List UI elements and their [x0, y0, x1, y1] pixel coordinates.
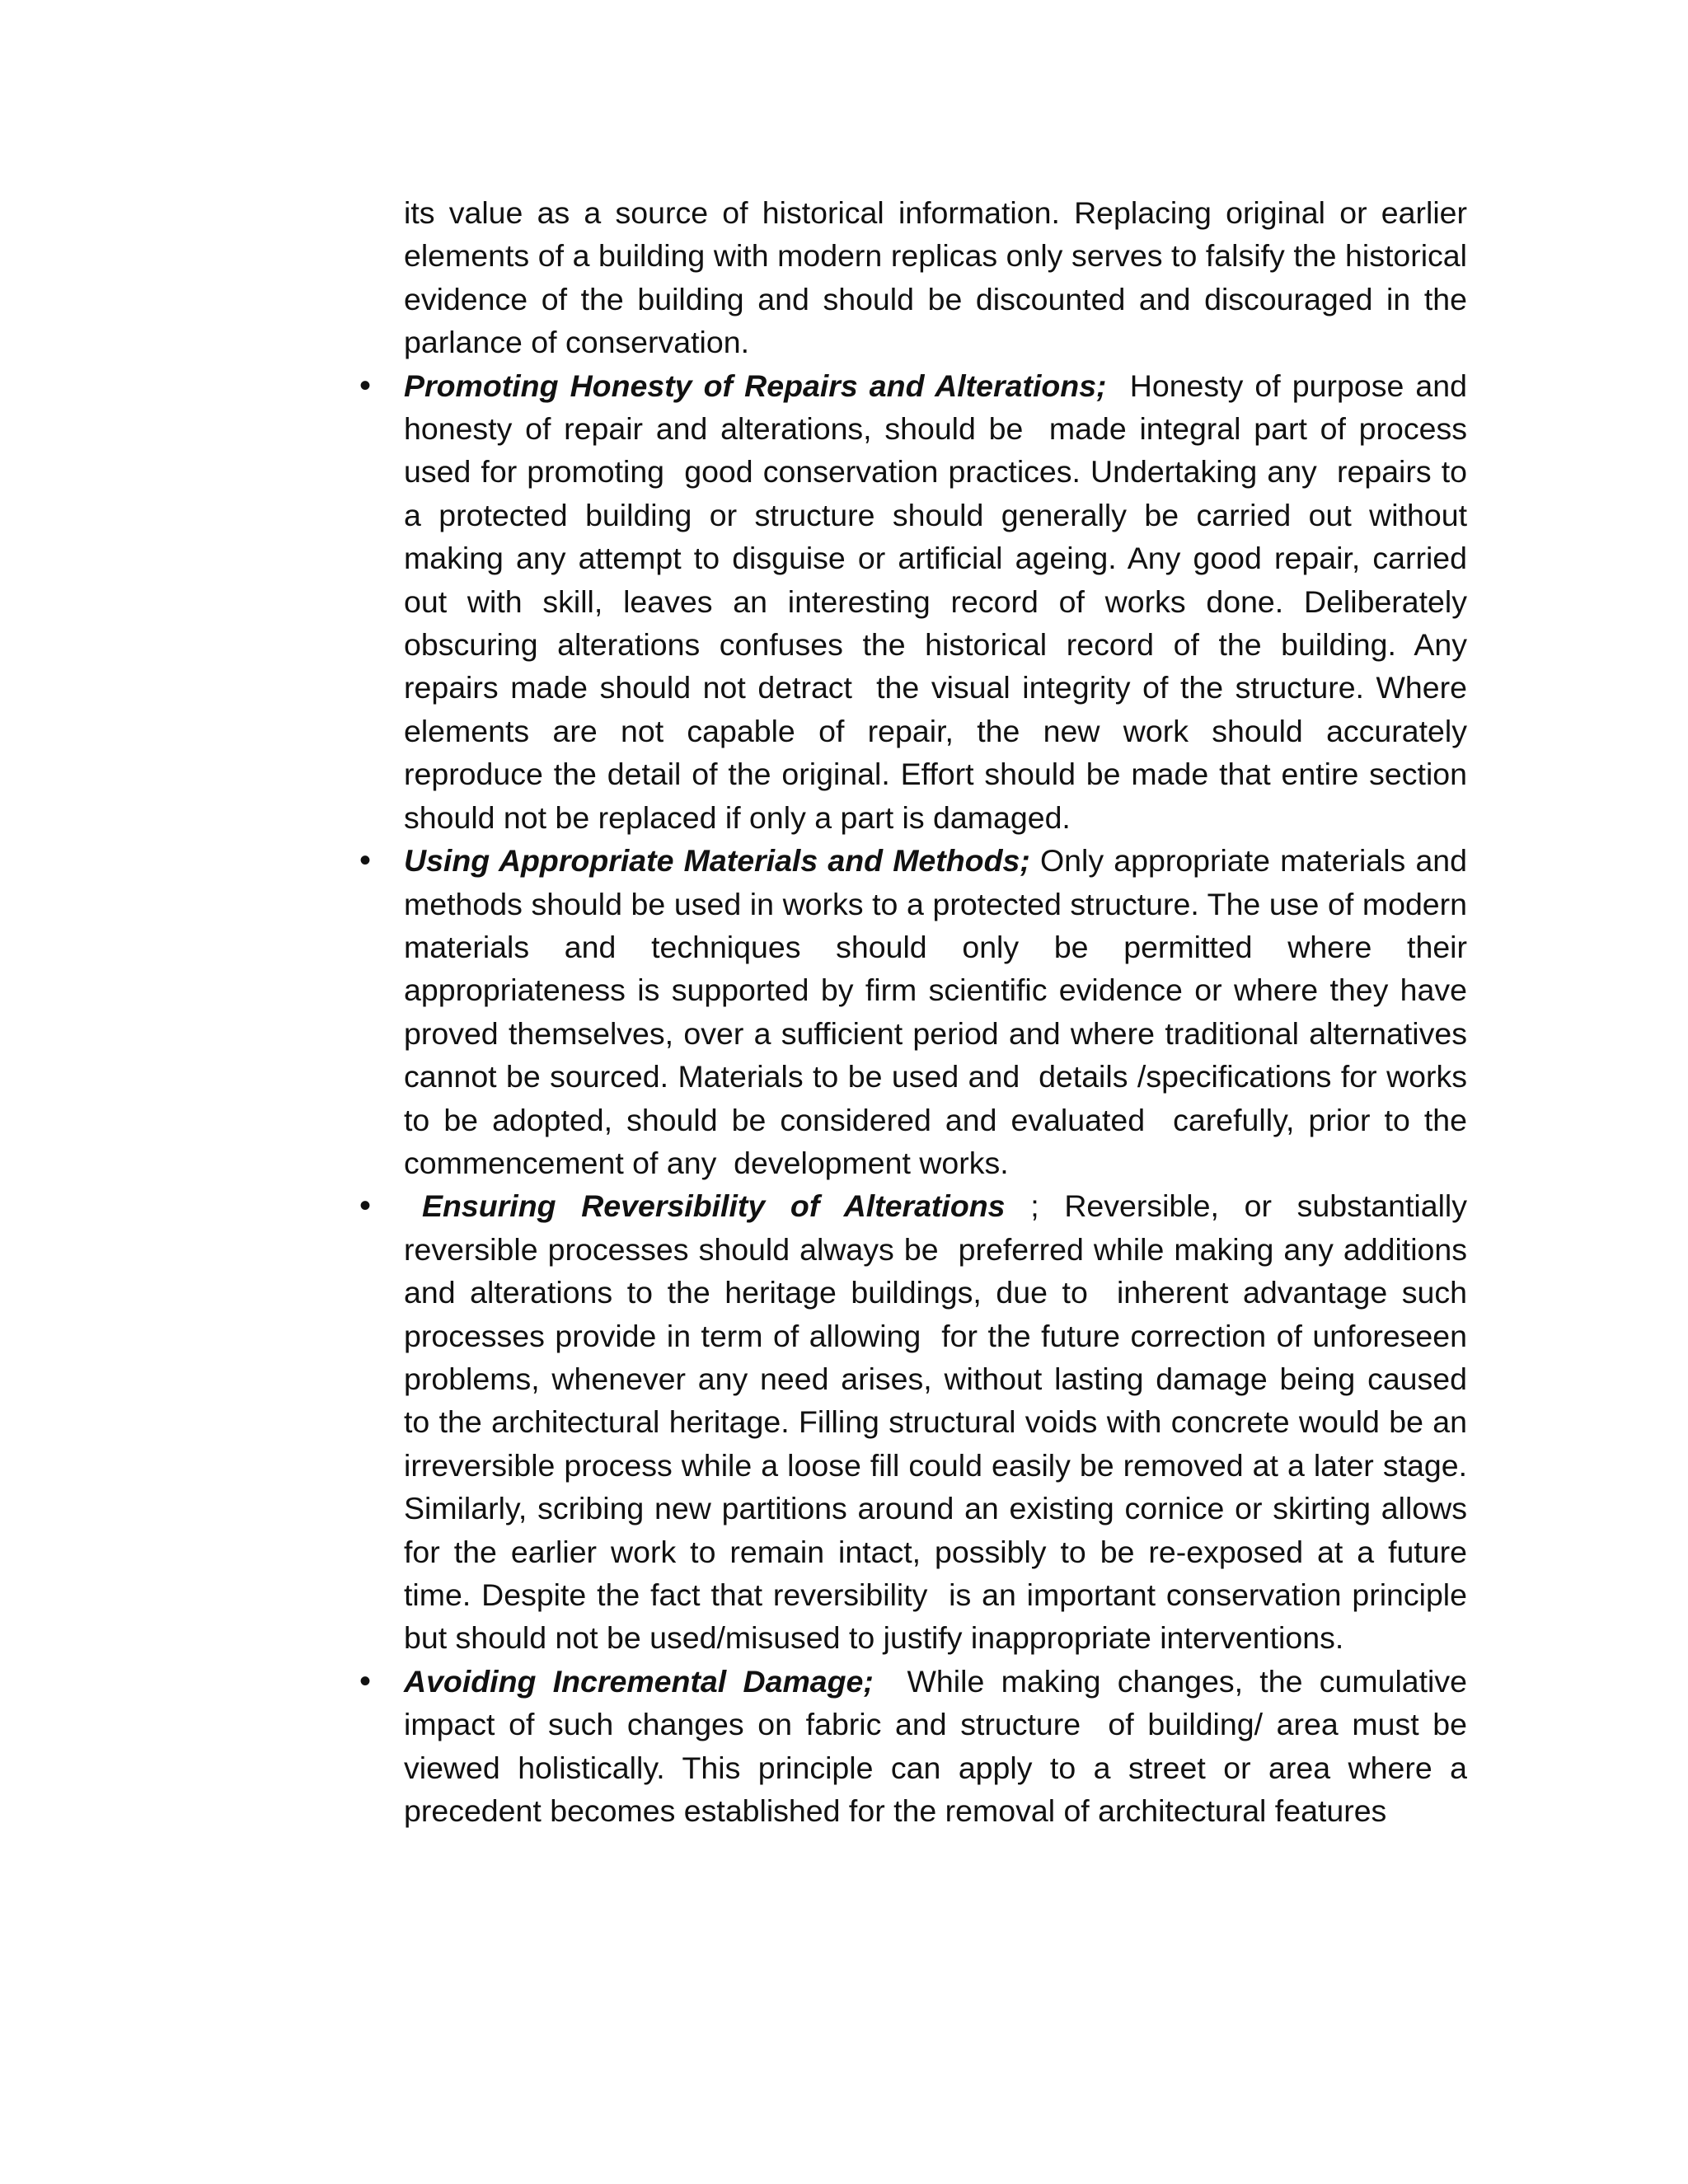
- list-item-heading: Ensuring Reversibility of Alterations: [422, 1188, 1006, 1224]
- bullet-icon: •: [359, 1188, 371, 1225]
- bullet-icon: •: [359, 1662, 371, 1699]
- list-item-reversibility: [359, 1184, 1476, 1659]
- list-item-honesty-of-repairs: [359, 364, 1484, 839]
- bullet-icon: •: [359, 367, 371, 404]
- list-item-incremental-damage: [359, 1660, 1476, 1833]
- list-item-heading: Avoiding Incremental Damage;: [404, 1663, 874, 1699]
- list-item-appropriate-materials: [359, 839, 1476, 1184]
- list-item-body: While making changes, the cumulative impact of such changes on fabric and structure of building/ area must be viewed holistically. This principle can apply to a street or area where a precedent becomes established for the removal of architectural features: [404, 1663, 1476, 1829]
- document-body: [359, 191, 1484, 1832]
- list-item-body: Only appropriate materials and methods should be used in works to a protected structure. The use of modern materials and techniques should only be permitted where their appropriateness is supported by firm scientific evidence or where they have proved themselves, over a sufficient period and where traditional alternatives cannot be sourced. Materials to be used and details /specifications for works to be adopted, should be considered and evaluated carefully, prior to the commencement of any development works.: [404, 843, 1476, 1180]
- list-item-body: Honesty of purpose and honesty of repair and alterations, should be made integral part of process used for promoting good conservation practices. Undertaking any repairs to a protected building or structure should generally be carried out without making any attempt to disguise or artificial ageing. Any good repair, carried out with skill, leaves an interesting record of works done. Deliberately obscuring alterations confuses the historical record of the building. Any repairs made should not detract the visual integrity of the structure. Where elements are not capable of repair, the new work should accurately reproduce the detail of the original. Effort should be made that entire section should not be replaced if only a part is damaged.: [404, 368, 1484, 835]
- bullet-icon: •: [359, 842, 371, 879]
- list-item-heading: Promoting Honesty of Repairs and Alterations;: [404, 368, 1107, 403]
- list-item-body: ; Reversible, or substantially reversible processes should always be preferred while making any additions and alterations to the heritage buildings, due to inherent advantage such processes provide in term of allowing for the future correction of unforeseen problems, whenever any need arises, without lasting damage being caused to the architectural heritage. Filling structural voids with concrete would be an irreversible process while a loose fill could easily be removed at a later stage. Similarly, scribing new partitions around an existing cornice or skirting allows for the earlier work to remain intact, possibly to be re-exposed at a future time. Despite the fact that reversibility is an important conservation principle but should not be used/misused to justify inappropriate interventions.: [404, 1188, 1476, 1656]
- intro-paragraph: its value as a source of historical information. Replacing original or earlier elements of a building with modern replicas only serves to falsify the historical evidence of the building and should be discounted and discouraged in the parlance of conservation.: [404, 195, 1467, 360]
- list-item-heading: Using Appropriate Materials and Methods;: [404, 843, 1030, 879]
